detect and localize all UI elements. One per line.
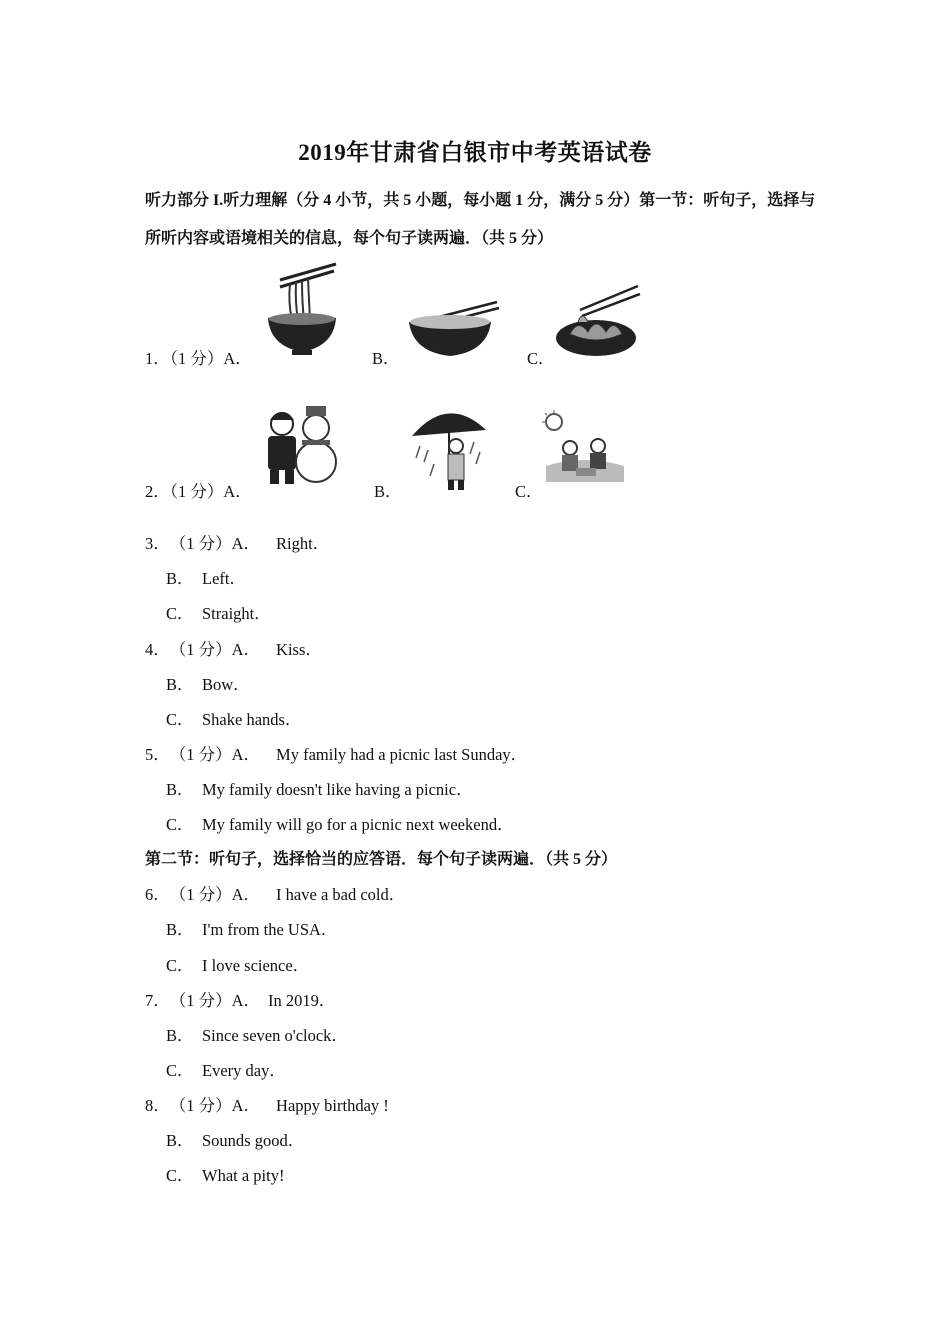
- question-5-option-b: [166, 779, 473, 801]
- question-number: 3．: [145, 534, 170, 553]
- question-number: 4．: [145, 640, 170, 659]
- option-b-text[interactable]: I'm from the USA．: [202, 920, 338, 939]
- question-4: [145, 639, 322, 661]
- option-a-text[interactable]: Right．: [276, 534, 330, 553]
- question-number: 7．: [145, 991, 170, 1010]
- option-label: B．: [166, 920, 194, 939]
- option-label: B．: [166, 569, 194, 588]
- option-label: C．: [166, 1166, 194, 1185]
- noodles-bowl-icon[interactable]: [262, 262, 342, 362]
- question-6-option-c: [166, 955, 309, 977]
- snowman-icon[interactable]: [260, 400, 340, 495]
- question-points: （1 分）: [169, 991, 232, 1010]
- option-c-text[interactable]: What a pity!: [202, 1166, 285, 1185]
- question-7-option-b: [166, 1025, 348, 1047]
- option-c-text[interactable]: I love science．: [202, 956, 310, 975]
- question-1-prefix: [145, 345, 252, 369]
- question-3-option-b: [166, 568, 246, 590]
- question-points: （1 分）: [169, 482, 224, 501]
- option-a-text[interactable]: In 2019．: [268, 991, 336, 1010]
- question-points: （1 分）: [169, 534, 232, 553]
- question-7: [145, 990, 335, 1012]
- question-8-option-c: [166, 1165, 284, 1187]
- question-4-option-b: [166, 674, 250, 696]
- umbrella-rain-icon[interactable]: [408, 402, 490, 497]
- question-8: [145, 1095, 389, 1117]
- option-c-label: C．: [527, 349, 555, 368]
- option-label: A．: [231, 745, 261, 764]
- option-label: A．: [231, 1096, 261, 1115]
- option-label: A．: [231, 885, 261, 904]
- option-label: C．: [166, 815, 194, 834]
- question-8-option-b: [166, 1130, 304, 1152]
- option-b-text[interactable]: Sounds good．: [202, 1131, 305, 1150]
- option-c-text[interactable]: Shake hands．: [202, 710, 302, 729]
- question-points: （1 分）: [169, 640, 232, 659]
- rice-bowl-icon[interactable]: [405, 300, 500, 365]
- question-number: 8．: [145, 1096, 170, 1115]
- question-points: （1 分）: [169, 885, 232, 904]
- sunny-picnic-icon[interactable]: [540, 410, 628, 493]
- option-label: A．: [231, 991, 261, 1010]
- dumplings-icon[interactable]: [552, 282, 642, 365]
- section-2-heading: 第二节：听句子，选择恰当的应答语．每个句子读两遍．（共 5 分）: [145, 851, 618, 868]
- option-label: A．: [231, 640, 261, 659]
- option-c-text[interactable]: Straight．: [202, 604, 271, 623]
- option-b-label: B．: [374, 482, 402, 501]
- question-7-option-c: [166, 1060, 286, 1082]
- option-a-text[interactable]: My family had a picnic last Sunday．: [276, 745, 528, 764]
- option-label: A．: [231, 534, 261, 553]
- question-4-option-c: [166, 709, 301, 731]
- option-c-text[interactable]: Every day．: [202, 1061, 286, 1080]
- question-3: [145, 533, 329, 555]
- question-number: 1．: [145, 349, 170, 368]
- question-6-option-b: [166, 919, 337, 941]
- option-b-label: B．: [372, 349, 400, 368]
- page-title: 2019年甘肃省白银市中考英语试卷: [298, 140, 652, 165]
- question-6: [145, 884, 405, 906]
- option-a-text[interactable]: Happy birthday !: [276, 1096, 389, 1115]
- question-points: （1 分）: [169, 745, 232, 764]
- question-number: 5．: [145, 745, 170, 764]
- option-b-text[interactable]: My family doesn't like having a picnic．: [202, 780, 473, 799]
- question-5: [145, 744, 527, 766]
- question-number: 6．: [145, 885, 170, 904]
- option-label: C．: [166, 956, 194, 975]
- option-b-text[interactable]: Left．: [202, 569, 246, 588]
- option-c-label: C．: [515, 482, 543, 501]
- question-points: （1 分）: [169, 349, 224, 368]
- question-number: 2．: [145, 482, 170, 501]
- option-label: C．: [166, 1061, 194, 1080]
- option-c-text[interactable]: My family will go for a picnic next weekend．: [202, 815, 514, 834]
- option-label: C．: [166, 710, 194, 729]
- option-a-label: A．: [223, 349, 252, 368]
- listening-intro: 听力部分 I.听力理解（分 4 小节，共 5 小题，每小题 1 分，满分 5 分）第一节：听句子，选择与所听内容或语境相关的信息，每个句子读两遍．（共 5 分）: [145, 192, 816, 247]
- option-label: B．: [166, 1131, 194, 1150]
- option-label: B．: [166, 780, 194, 799]
- question-5-option-c: [166, 814, 514, 836]
- option-a-text[interactable]: Kiss．: [276, 640, 322, 659]
- question-3-option-c: [166, 603, 271, 625]
- option-b-text[interactable]: Since seven o'clock．: [202, 1026, 348, 1045]
- option-a-text[interactable]: I have a bad cold．: [276, 885, 406, 904]
- question-2-prefix: [145, 478, 252, 502]
- option-label: C．: [166, 604, 194, 623]
- option-label: B．: [166, 675, 194, 694]
- question-points: （1 分）: [169, 1096, 232, 1115]
- option-label: B．: [166, 1026, 194, 1045]
- option-b-text[interactable]: Bow．: [202, 675, 250, 694]
- option-a-label: A．: [223, 482, 252, 501]
